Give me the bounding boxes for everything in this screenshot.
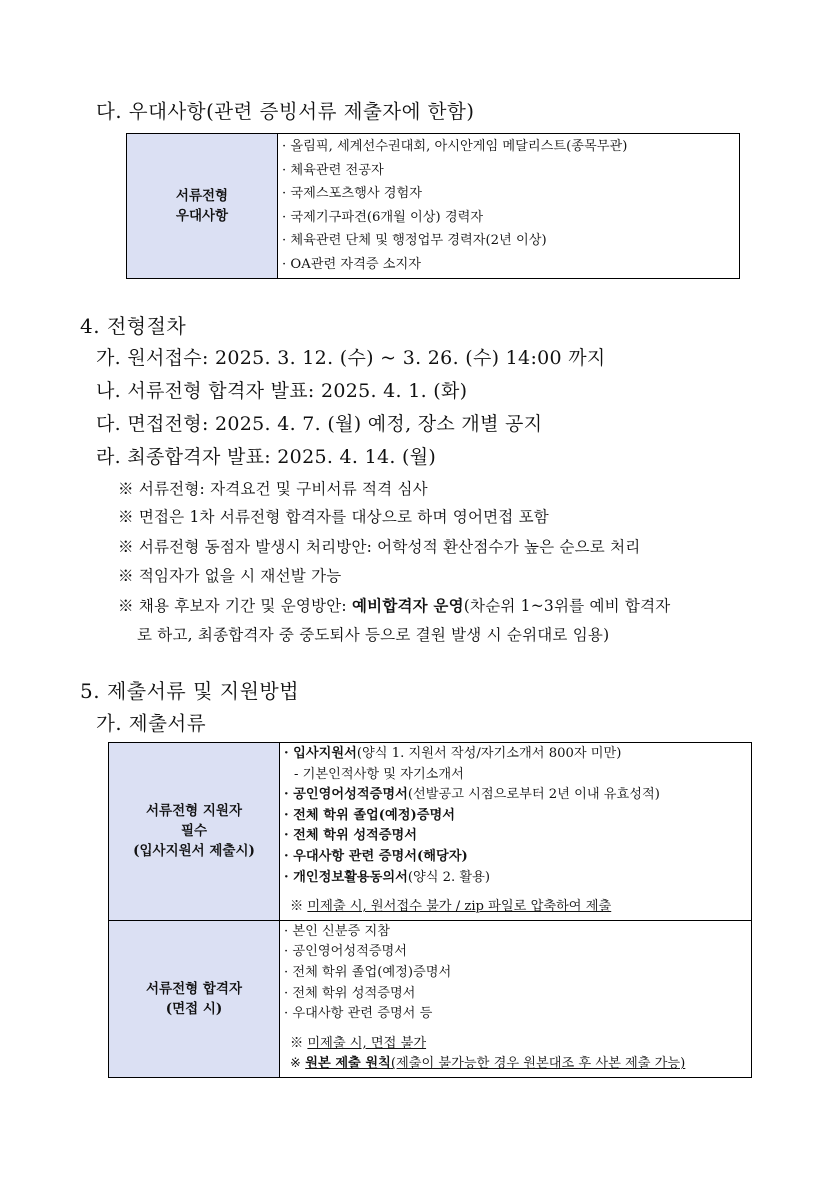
passer-label-line2: (면접 시) (165, 1000, 223, 1017)
documents-table (108, 742, 752, 1078)
applicant-label-line1: 서류전형 지원자 (146, 803, 242, 820)
doc-item: · 본인 신분증 지참 (284, 923, 390, 939)
passer-items-cell (280, 920, 752, 1077)
doc-item: · 우대사항 관련 증명서(해당자) (284, 848, 468, 864)
doc-item (284, 868, 747, 889)
doc-item-sub: - 기본인적사항 및 자기소개서 (294, 766, 464, 782)
reserve-note-bold: 예비합격자 운영 (351, 596, 464, 615)
doc-item: · 공인영어성적증명서 (284, 944, 408, 960)
preferential-item: · 올림픽, 세계선수권대회, 아시안게임 메달리스트(종목무관) (282, 139, 628, 154)
applicant-label-cell (109, 743, 280, 921)
passer-note (284, 1054, 747, 1075)
procedure-note-reserve (118, 594, 670, 616)
procedure-note: ※ 서류전형 동점자 발생시 처리방안: 어학성적 환산점수가 높은 순으로 처리 (118, 538, 641, 556)
passer-label-cell (109, 920, 280, 1077)
note-bold: 원본 제출 원칙 (305, 1056, 391, 1072)
procedure-note: ※ 적임자가 없을 시 재선발 가능 (118, 567, 342, 585)
documents-heading: 5. 제출서류 및 지원방법 (80, 679, 300, 703)
procedure-heading: 4. 전형절차 (80, 314, 187, 338)
reserve-note-prefix: ※ 채용 후보자 기간 및 운영방안: (118, 597, 352, 615)
documents-subheading: 가. 제출서류 (96, 712, 207, 735)
procedure-note: ※ 면접은 1차 서류전형 합격자를 대상으로 하며 영어면접 포함 (118, 508, 549, 526)
applicant-label-line3: (입사지원서 제출시) (133, 843, 255, 860)
preferential-label-line1: 서류전형 (175, 188, 229, 204)
procedure-step: 가. 원서접수: 2025. 3. 12. (수) ~ 3. 26. (수) 14:00 까지 (96, 347, 606, 369)
doc-item-rest: (양식 1. 지원서 작성/자기소개서 800자 미만) (356, 746, 622, 761)
preferential-heading: 다. 우대사항(관련 증빙서류 제출자에 한함) (96, 100, 475, 123)
doc-item: · 전체 학위 졸업(예정)증명서 (284, 807, 455, 823)
passer-label-line1: 서류전형 합격자 (146, 980, 242, 997)
doc-item-bold: · 공인영어성적증명서 (284, 787, 408, 803)
procedure-note-reserve-line2: 로 하고, 최종합격자 중 중도퇴사 등으로 결원 발생 시 순위대로 임용) (137, 626, 610, 644)
note-rest: (제출이 불가능한 경우 원본대조 후 사본 제출 가능) (390, 1056, 686, 1072)
procedure-step: 나. 서류전형 합격자 발표: 2025. 4. 1. (화) (96, 380, 468, 402)
doc-item: · 우대사항 관련 증명서 등 (284, 1006, 433, 1022)
preferential-item: · 국제기구파견(6개월 이상) 경력자 (282, 209, 484, 225)
doc-item (284, 744, 747, 765)
applicant-note (284, 897, 747, 918)
note-mark: ※ (290, 899, 308, 915)
preferential-item: · OA관련 자격증 소지자 (282, 256, 422, 272)
note-mark: ※ (290, 1056, 306, 1072)
preferential-item: · 국제스포츠행사 경험자 (282, 186, 422, 201)
applicant-items-cell (280, 743, 752, 921)
procedure-note: ※ 서류전형: 자격요건 및 구비서류 적격 심사 (118, 480, 428, 498)
reserve-note-rest: (차순위 1~3위를 예비 합격자 (463, 597, 671, 615)
passer-note (284, 1034, 747, 1055)
doc-item-bold: · 입사지원서 (284, 746, 357, 761)
applicant-label-line2: 필수 (180, 823, 208, 840)
preferential-label-line2: 우대사항 (175, 208, 229, 224)
preferential-label-cell (127, 134, 278, 279)
doc-item-bold: · 개인정보활용동의서 (284, 869, 408, 885)
procedure-step: 라. 최종합격자 발표: 2025. 4. 14. (월) (96, 446, 437, 468)
preferential-table (126, 133, 740, 279)
doc-item: · 전체 학위 졸업(예정)증명서 (284, 964, 452, 980)
note-text: 미제출 시, 면접 불가 (307, 1035, 427, 1051)
doc-item: · 전체 학위 성적증명서 (284, 828, 418, 844)
procedure-step: 다. 면접전형: 2025. 4. 7. (월) 예정, 장소 개별 공지 (96, 413, 543, 435)
doc-item-rest: (선발공고 시점으로부터 2년 이내 유효성적) (407, 787, 660, 803)
note-mark: ※ (290, 1035, 308, 1051)
note-text: 미제출 시, 원서접수 불가 / zip 파일로 압축하여 제출 (307, 899, 612, 915)
preferential-item: · 체육관련 단체 및 행정업무 경력자(2년 이상) (282, 233, 547, 248)
preferential-item: · 체육관련 전공자 (282, 162, 384, 178)
doc-item (284, 785, 747, 806)
preferential-items-cell (278, 134, 740, 279)
doc-item: · 전체 학위 성적증명서 (284, 985, 416, 1001)
doc-item-rest: (양식 2. 활용) (407, 869, 491, 885)
